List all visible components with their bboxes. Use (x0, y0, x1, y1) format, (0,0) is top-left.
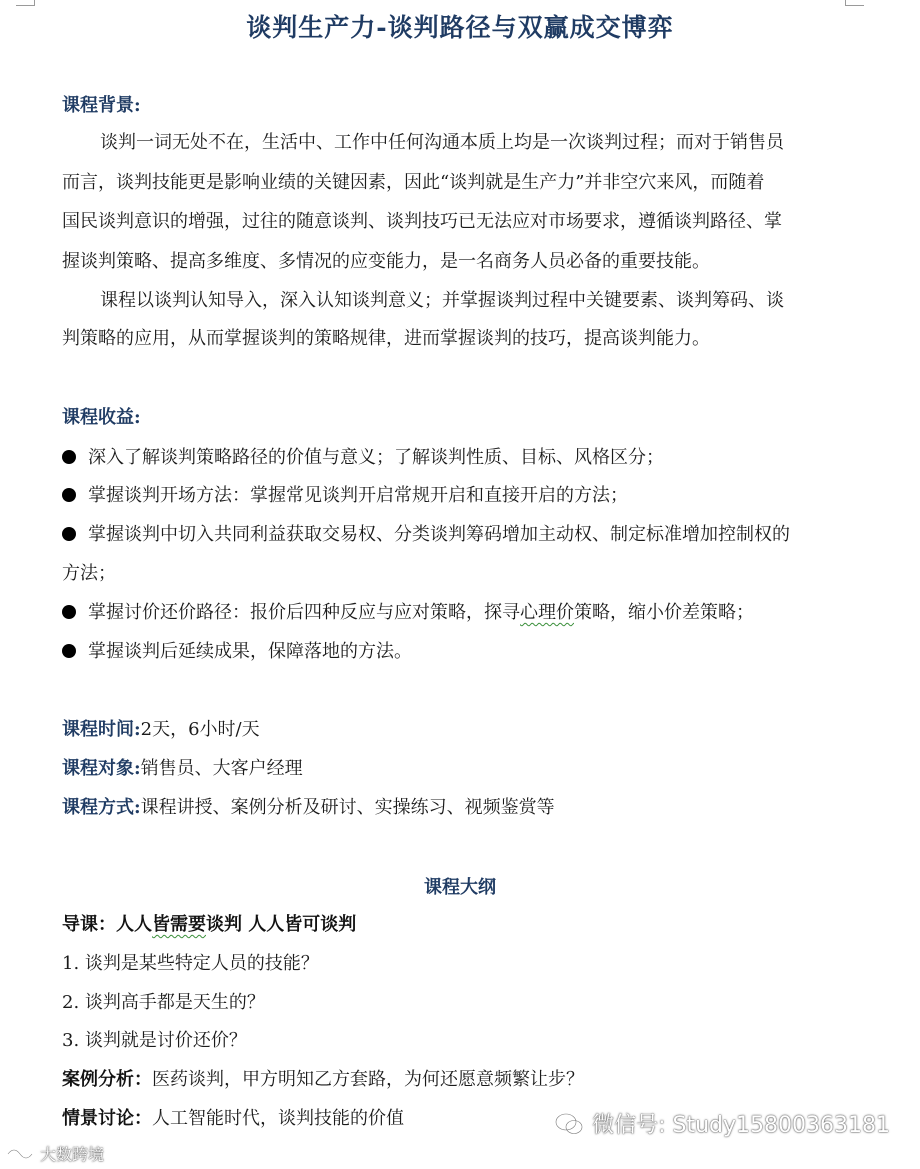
wechat-watermark (554, 1108, 890, 1139)
wechat-icon (554, 1112, 584, 1136)
benefit-text-part: 策略，缩小价差策略； (574, 602, 754, 623)
scenario-discussion (62, 1107, 404, 1131)
document-title: 谈判生产力-谈判路径与双赢成交博弈 (246, 13, 674, 42)
intro-text-part: 谈判 人人皆可谈判 (206, 914, 357, 935)
background-heading: 课程背景: (62, 95, 141, 116)
discussion-value: 人工智能时代，谈判技能的价值 (152, 1108, 404, 1129)
course-audience-value: 销售员、大客户经理 (140, 758, 303, 779)
course-audience (62, 757, 303, 781)
benefit-item (62, 446, 664, 470)
benefit-item (62, 640, 412, 664)
benefit-text: 掌握谈判后延续成果，保障落地的方法。 (88, 641, 412, 662)
background-p1-line3: 国民谈判意识的增强，过往的随意谈判、谈判技巧已无法应对市场要求，遵循谈判路径、掌 (62, 211, 782, 232)
spellcheck-marked-text: 皆需要 (152, 914, 206, 935)
benefit-item (62, 523, 790, 547)
benefits-heading: 课程收益: (62, 407, 141, 428)
outline-heading: 课程大纲 (424, 877, 496, 898)
course-method-label: 课程方式: (62, 797, 141, 818)
page-corner-mark-right (845, 0, 868, 6)
background-p1-line4: 握谈判策略、提高多维度、多情况的应变能力，是一名商务人员必备的重要技能。 (62, 251, 710, 272)
benefit-text-part: 掌握讨价还价路径：报价后四种反应与应对策略，探寻 (88, 602, 520, 623)
bullet-icon (62, 488, 76, 502)
bullet-icon (62, 644, 76, 658)
brand-watermark-text: 大数跨境 (40, 1145, 105, 1164)
background-p1-line1: 谈判一词无处不在，生活中、工作中任何沟通本质上均是一次谈判过程；而对于销售员 (100, 132, 784, 153)
case-analysis (62, 1068, 584, 1092)
course-method (62, 796, 555, 820)
benefit-item-continuation: 方法； (62, 563, 116, 584)
bullet-icon (62, 450, 76, 464)
bullet-icon (62, 527, 76, 541)
case-value: 医药谈判，甲方明知乙方套路，为何还愿意频繁让步？ (152, 1069, 584, 1090)
page-corner-mark-left (12, 0, 35, 6)
course-time-label: 课程时间: (62, 719, 141, 740)
outline-question: 1. 谈判是某些特定人员的技能？ (62, 953, 319, 974)
background-p2-line1: 课程以谈判认知导入，深入认知谈判意义；并掌握谈判过程中关键要素、谈判筹码、谈 (100, 290, 784, 311)
discussion-label: 情景讨论： (62, 1108, 152, 1129)
benefit-text: 掌握谈判开场方法：掌握常见谈判开启常规开启和直接开启的方法； (88, 485, 628, 506)
intro-lesson (62, 913, 356, 937)
brand-watermark (6, 1142, 104, 1165)
background-p1-line2: 而言，谈判技能更是影响业绩的关键因素，因此“谈判就是生产力”并非空穴来风，而随着 (62, 172, 765, 193)
outline-question: 3. 谈判就是讨价还价？ (62, 1030, 247, 1051)
intro-text-part: 人人 (116, 914, 152, 935)
background-p2-line2: 判策略的应用，从而掌握谈判的策略规律，进而掌握谈判的技巧，提高谈判能力。 (62, 328, 710, 349)
intro-label: 导课： (62, 914, 116, 935)
case-label: 案例分析： (62, 1069, 152, 1090)
course-method-value: 课程讲授、案例分析及研讨、实操练习、视频鉴赏等 (140, 797, 555, 818)
outline-question: 2. 谈判高手都是天生的？ (62, 992, 265, 1013)
benefit-text: 掌握谈判中切入共同利益获取交易权、分类谈判筹码增加主动权、制定标准增加控制权的 (88, 524, 790, 545)
spellcheck-marked-text: 心理价 (520, 602, 574, 623)
brand-logo-icon (6, 1146, 36, 1162)
bullet-icon (62, 605, 76, 619)
benefit-item (62, 484, 628, 508)
wechat-id-text: 微信号: Study15800363181 (592, 1113, 890, 1138)
benefit-item (62, 601, 754, 625)
course-audience-label: 课程对象: (62, 758, 141, 779)
course-time-value: 2天，6小时/天 (140, 719, 260, 740)
benefit-text: 深入了解谈判策略路径的价值与意义；了解谈判性质、目标、风格区分； (88, 447, 664, 468)
course-time (62, 718, 260, 742)
